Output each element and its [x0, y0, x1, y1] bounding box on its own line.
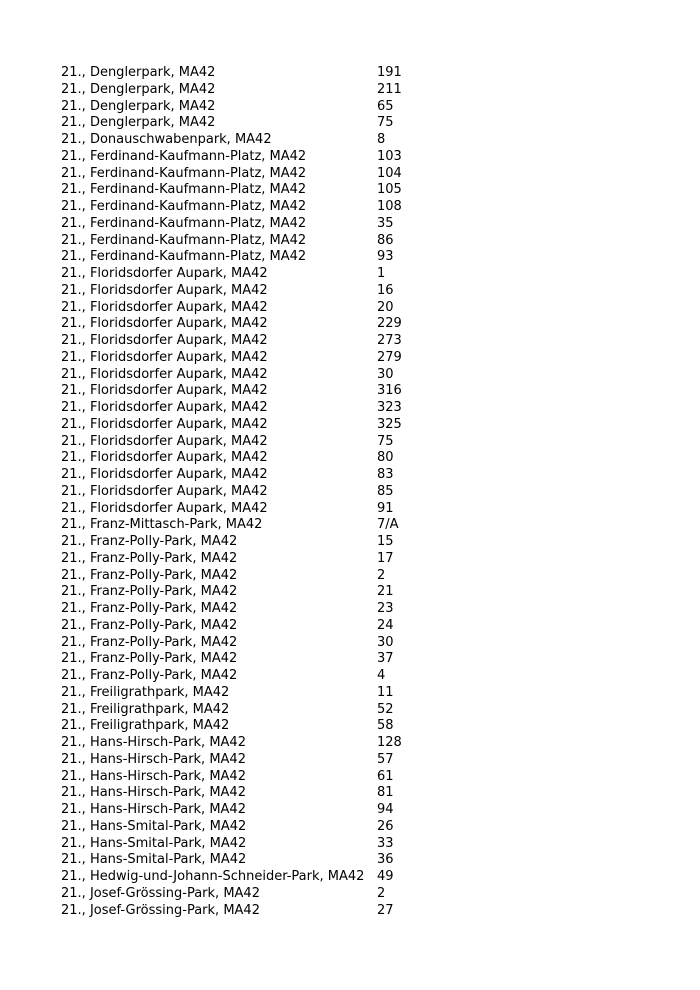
number-text: 85	[377, 483, 394, 499]
number-text: 83	[377, 467, 394, 482]
list-item	[61, 517, 661, 534]
number-text: 15	[377, 534, 394, 549]
number-text: 36	[377, 852, 394, 868]
list-item	[61, 752, 661, 769]
number-text: 49	[377, 869, 394, 884]
number-text: 104	[377, 165, 402, 181]
list-item	[61, 668, 661, 685]
list-item	[61, 115, 661, 132]
list-item	[61, 568, 661, 585]
number-text: 30	[377, 366, 394, 382]
number-text: 37	[377, 651, 394, 667]
location-text: 21., Floridsdorfer Aupark, MA42	[61, 467, 268, 482]
number-text: 33	[377, 835, 394, 851]
number-text: 105	[377, 182, 402, 198]
location-text: 21., Franz-Polly-Park, MA42	[61, 601, 238, 616]
list-item	[61, 333, 661, 350]
list-item	[61, 149, 661, 166]
list-item	[61, 618, 661, 635]
list-item	[61, 383, 661, 400]
number-text: 229	[377, 316, 402, 332]
number-text: 24	[377, 617, 394, 633]
list-item	[61, 802, 661, 819]
number-text: 93	[377, 249, 394, 265]
number-text: 81	[377, 785, 394, 801]
list-item	[61, 886, 661, 903]
list-item	[61, 769, 661, 786]
number-text: 2	[377, 567, 386, 583]
number-text: 316	[377, 383, 402, 399]
location-text: 21., Hans-Smital-Park, MA42	[61, 818, 247, 834]
number-text: 2	[377, 885, 386, 901]
number-text: 211	[377, 81, 402, 97]
location-text: 21., Franz-Polly-Park, MA42	[61, 668, 238, 683]
number-text: 128	[377, 735, 402, 750]
number-text: 23	[377, 601, 394, 616]
location-text: 21., Franz-Polly-Park, MA42	[61, 617, 238, 633]
location-text: 21., Floridsdorfer Aupark, MA42	[61, 400, 268, 415]
location-text: 21., Hedwig-und-Johann-Schneider-Park, MA42	[61, 869, 365, 884]
location-text: 21., Hans-Hirsch-Park, MA42	[61, 802, 246, 817]
location-text: 21., Floridsdorfer Aupark, MA42	[61, 450, 268, 466]
number-text: 58	[377, 718, 394, 734]
location-text: 21., Floridsdorfer Aupark, MA42	[61, 349, 268, 365]
number-text: 273	[377, 333, 402, 348]
list-item	[61, 300, 661, 317]
location-text: 21., Franz-Polly-Park, MA42	[61, 567, 238, 583]
list-item	[61, 249, 661, 266]
list-item	[61, 685, 661, 702]
list-item	[61, 216, 661, 233]
location-text: 21., Hans-Hirsch-Park, MA42	[61, 785, 246, 801]
number-text: 91	[377, 500, 394, 516]
number-text: 16	[377, 282, 394, 298]
number-text: 7/A	[377, 517, 399, 533]
list-item	[61, 869, 661, 886]
list-item	[61, 450, 661, 467]
location-text: 21., Ferdinand-Kaufmann-Platz, MA42	[61, 215, 307, 231]
number-text: 75	[377, 433, 394, 449]
location-text: 21., Ferdinand-Kaufmann-Platz, MA42	[61, 165, 307, 181]
number-text: 75	[377, 115, 394, 131]
list-item	[61, 785, 661, 802]
list-item	[61, 601, 661, 618]
location-text: 21., Franz-Polly-Park, MA42	[61, 634, 238, 650]
number-text: 4	[377, 668, 386, 683]
location-text: 21., Denglerpark, MA42	[61, 81, 216, 97]
number-text: 35	[377, 215, 394, 231]
number-text: 279	[377, 349, 402, 365]
number-text: 8	[377, 132, 386, 147]
list-item	[61, 903, 661, 920]
number-text: 27	[377, 902, 394, 918]
location-text: 21., Floridsdorfer Aupark, MA42	[61, 483, 268, 499]
list-item	[61, 199, 661, 216]
list-item	[61, 99, 661, 116]
number-text: 11	[377, 684, 394, 700]
location-text: 21., Ferdinand-Kaufmann-Platz, MA42	[61, 232, 307, 248]
location-text: 21., Donauschwabenpark, MA42	[61, 132, 272, 147]
list-item	[61, 651, 661, 668]
location-text: 21., Freiligrathpark, MA42	[61, 701, 230, 717]
number-text: 20	[377, 299, 394, 315]
number-text: 103	[377, 148, 402, 164]
list-item	[61, 166, 661, 183]
number-text: 94	[377, 802, 394, 817]
list-item	[61, 434, 661, 451]
location-text: 21., Hans-Hirsch-Park, MA42	[61, 751, 246, 767]
location-text: 21., Floridsdorfer Aupark, MA42	[61, 416, 268, 432]
location-text: 21., Floridsdorfer Aupark, MA42	[61, 282, 268, 298]
location-text: 21., Denglerpark, MA42	[61, 98, 216, 114]
list-item	[61, 836, 661, 853]
list-item	[61, 735, 661, 752]
number-text: 17	[377, 550, 394, 566]
list-item	[61, 417, 661, 434]
location-text: 21., Denglerpark, MA42	[61, 65, 216, 80]
location-text: 21., Floridsdorfer Aupark, MA42	[61, 366, 268, 382]
list-item	[61, 132, 661, 149]
number-text: 1	[377, 266, 386, 281]
list-item	[61, 635, 661, 652]
location-text: 21., Ferdinand-Kaufmann-Platz, MA42	[61, 249, 307, 265]
list-item	[61, 718, 661, 735]
location-text: 21., Floridsdorfer Aupark, MA42	[61, 333, 268, 348]
list-item	[61, 233, 661, 250]
list-item	[61, 484, 661, 501]
location-text: 21., Franz-Polly-Park, MA42	[61, 550, 238, 566]
list-item	[61, 702, 661, 719]
list-item	[61, 65, 661, 82]
location-text: 21., Hans-Hirsch-Park, MA42	[61, 768, 246, 784]
list-item	[61, 551, 661, 568]
location-text: 21., Floridsdorfer Aupark, MA42	[61, 299, 268, 315]
number-text: 21	[377, 584, 394, 600]
location-text: 21., Ferdinand-Kaufmann-Platz, MA42	[61, 182, 307, 198]
number-text: 191	[377, 65, 402, 80]
list-item	[61, 467, 661, 484]
location-text: 21., Hans-Smital-Park, MA42	[61, 835, 247, 851]
location-text: 21., Hans-Hirsch-Park, MA42	[61, 735, 246, 750]
location-text: 21., Freiligrathpark, MA42	[61, 684, 230, 700]
location-text: 21., Ferdinand-Kaufmann-Platz, MA42	[61, 148, 307, 164]
location-text: 21., Denglerpark, MA42	[61, 115, 216, 131]
list-item	[61, 316, 661, 333]
list-item	[61, 584, 661, 601]
list-item	[61, 400, 661, 417]
location-text: 21., Josef-Grössing-Park, MA42	[61, 885, 260, 901]
number-text: 80	[377, 450, 394, 466]
list-item	[61, 350, 661, 367]
list-item	[61, 534, 661, 551]
number-text: 323	[377, 400, 402, 415]
location-text: 21., Ferdinand-Kaufmann-Platz, MA42	[61, 199, 307, 214]
location-text: 21., Hans-Smital-Park, MA42	[61, 852, 247, 868]
number-text: 108	[377, 199, 402, 214]
location-text: 21., Floridsdorfer Aupark, MA42	[61, 316, 268, 332]
list-item	[61, 283, 661, 300]
list-item	[61, 367, 661, 384]
location-text: 21., Franz-Polly-Park, MA42	[61, 651, 238, 667]
number-text: 86	[377, 232, 394, 248]
list-item	[61, 182, 661, 199]
location-text: 21., Freiligrathpark, MA42	[61, 718, 230, 734]
number-text: 65	[377, 98, 394, 114]
list-item	[61, 819, 661, 836]
number-text: 57	[377, 751, 394, 767]
list-item	[61, 266, 661, 283]
location-text: 21., Floridsdorfer Aupark, MA42	[61, 433, 268, 449]
location-text: 21., Josef-Grössing-Park, MA42	[61, 902, 260, 918]
location-text: 21., Floridsdorfer Aupark, MA42	[61, 500, 268, 516]
number-text: 26	[377, 818, 394, 834]
location-list	[61, 65, 661, 919]
list-item	[61, 501, 661, 518]
location-text: 21., Franz-Polly-Park, MA42	[61, 534, 238, 549]
location-text: 21., Franz-Polly-Park, MA42	[61, 584, 238, 600]
number-text: 30	[377, 634, 394, 650]
number-text: 52	[377, 701, 394, 717]
location-text: 21., Floridsdorfer Aupark, MA42	[61, 383, 268, 399]
list-item	[61, 82, 661, 99]
number-text: 61	[377, 768, 394, 784]
number-text: 325	[377, 416, 402, 432]
list-item	[61, 852, 661, 869]
location-text: 21., Floridsdorfer Aupark, MA42	[61, 266, 268, 281]
location-text: 21., Franz-Mittasch-Park, MA42	[61, 517, 263, 533]
